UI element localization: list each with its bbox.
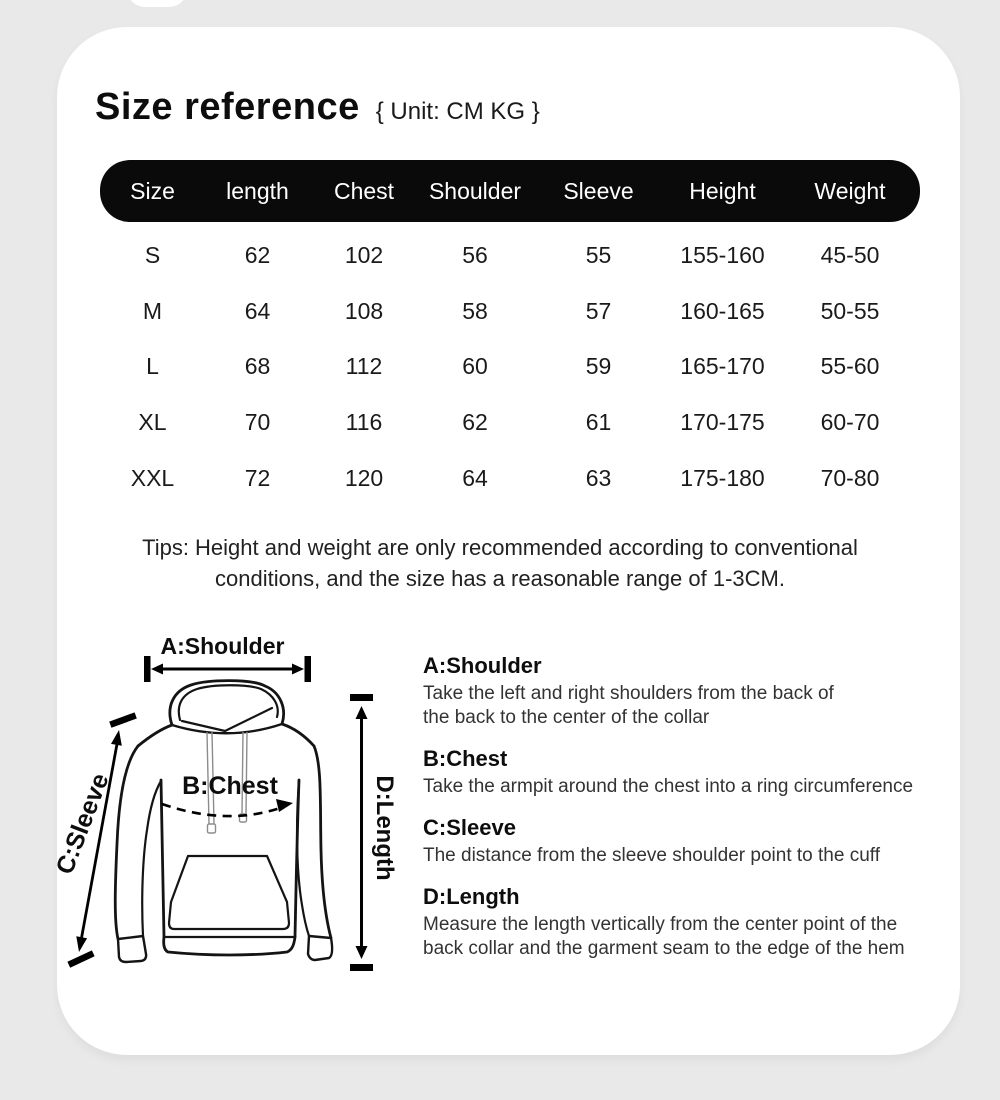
height-cell: 175-180 bbox=[680, 464, 765, 491]
guide-section-chest bbox=[423, 745, 973, 799]
sleeve-cell: 61 bbox=[585, 409, 612, 436]
height-cell: 165-170 bbox=[680, 353, 765, 380]
shoulder-cell: 56 bbox=[462, 242, 488, 269]
sleeve-cell: 57 bbox=[585, 297, 612, 324]
guide-heading: A:Shoulder bbox=[423, 653, 542, 678]
guide-line: Take the armpit around the chest into a ring circumference bbox=[423, 776, 914, 797]
title-text: Size reference bbox=[95, 86, 360, 128]
hoodie-outline bbox=[115, 681, 332, 962]
header-cell-chest: Chest bbox=[333, 177, 395, 204]
measurement-diagram bbox=[50, 620, 410, 1010]
height-cell: 155-160 bbox=[680, 242, 765, 269]
length-cell: 64 bbox=[244, 297, 271, 324]
diagram-label-length: D:Length bbox=[371, 775, 398, 881]
size-cell: XXL bbox=[130, 464, 175, 491]
tips-line: Tips: Height and weight are only recommended according to conventional bbox=[142, 535, 858, 560]
table-row bbox=[100, 450, 920, 506]
guide-section-sleeve bbox=[423, 814, 973, 868]
length-cell: 70 bbox=[244, 409, 271, 436]
sleeve-cell: 55 bbox=[585, 242, 612, 269]
guide-section-length bbox=[423, 883, 973, 961]
header-cell-shoulder: Shoulder bbox=[428, 177, 522, 204]
weight-cell: 55-60 bbox=[820, 353, 880, 380]
header-cell-weight: Weight bbox=[814, 177, 886, 204]
size-cell: XL bbox=[138, 409, 167, 436]
previous-card-remnant bbox=[127, 0, 187, 7]
height-cell: 160-165 bbox=[680, 297, 765, 324]
guide-section-shoulder bbox=[423, 652, 973, 730]
table-row bbox=[100, 284, 920, 340]
guide-heading: B:Chest bbox=[423, 746, 508, 771]
page-title bbox=[95, 86, 540, 129]
chest-cell: 120 bbox=[344, 464, 384, 491]
chest-cell: 108 bbox=[344, 297, 384, 324]
chest-cell: 102 bbox=[344, 242, 384, 269]
size-table-body bbox=[100, 228, 920, 506]
guide-line: Measure the length vertically from the center point of the bbox=[423, 914, 898, 935]
length-cell: 72 bbox=[244, 464, 271, 491]
height-cell: 170-175 bbox=[680, 409, 765, 436]
chest-arrow bbox=[162, 799, 293, 816]
size-table bbox=[100, 160, 920, 506]
header-cell-size: Size bbox=[130, 177, 175, 204]
size-cell: M bbox=[142, 297, 163, 324]
shoulder-cell: 64 bbox=[462, 464, 488, 491]
shoulder-cell: 58 bbox=[462, 297, 488, 324]
table-row bbox=[100, 395, 920, 451]
size-cell: S bbox=[144, 242, 161, 269]
header-cell-sleeve: Sleeve bbox=[563, 177, 634, 204]
guide-heading: D:Length bbox=[423, 884, 520, 909]
header-cell-length: length bbox=[226, 177, 289, 204]
guide-line: the back to the center of the collar bbox=[423, 707, 710, 728]
shoulder-cell: 60 bbox=[462, 353, 488, 380]
diagram-label-chest: B:Chest bbox=[182, 772, 278, 800]
hoodie-drawing bbox=[50, 620, 410, 1010]
weight-cell: 50-55 bbox=[820, 297, 880, 324]
size-table-header bbox=[100, 160, 920, 222]
guide-line: back collar and the garment seam to the edge of the hem bbox=[423, 938, 905, 959]
sleeve-cell: 59 bbox=[585, 353, 612, 380]
shoulder-cell: 62 bbox=[462, 409, 488, 436]
tips-note bbox=[80, 532, 920, 594]
sleeve-cell: 63 bbox=[585, 464, 612, 491]
chest-cell: 116 bbox=[345, 409, 383, 436]
measure-guide bbox=[423, 652, 973, 961]
length-cell: 62 bbox=[244, 242, 271, 269]
length-cell: 68 bbox=[244, 353, 271, 380]
table-row bbox=[100, 228, 920, 284]
diagram-label-sleeve: C:Sleeve bbox=[50, 769, 115, 879]
guide-heading: C:Sleeve bbox=[423, 815, 516, 840]
weight-cell: 70-80 bbox=[820, 464, 880, 491]
unit-note: { Unit: CM KG } bbox=[375, 98, 540, 125]
weight-cell: 60-70 bbox=[820, 409, 880, 436]
table-row bbox=[100, 339, 920, 395]
tips-line: conditions, and the size has a reasonable range of 1-3CM. bbox=[215, 566, 785, 591]
weight-cell: 45-50 bbox=[820, 242, 880, 269]
header-cell-height: Height bbox=[689, 177, 756, 204]
diagram-label-shoulder: A:Shoulder bbox=[160, 633, 285, 659]
guide-line: Take the left and right shoulders from the back of bbox=[423, 683, 834, 704]
guide-line: The distance from the sleeve shoulder point to the cuff bbox=[423, 845, 880, 866]
size-cell: L bbox=[146, 353, 159, 380]
chest-cell: 112 bbox=[345, 353, 383, 380]
